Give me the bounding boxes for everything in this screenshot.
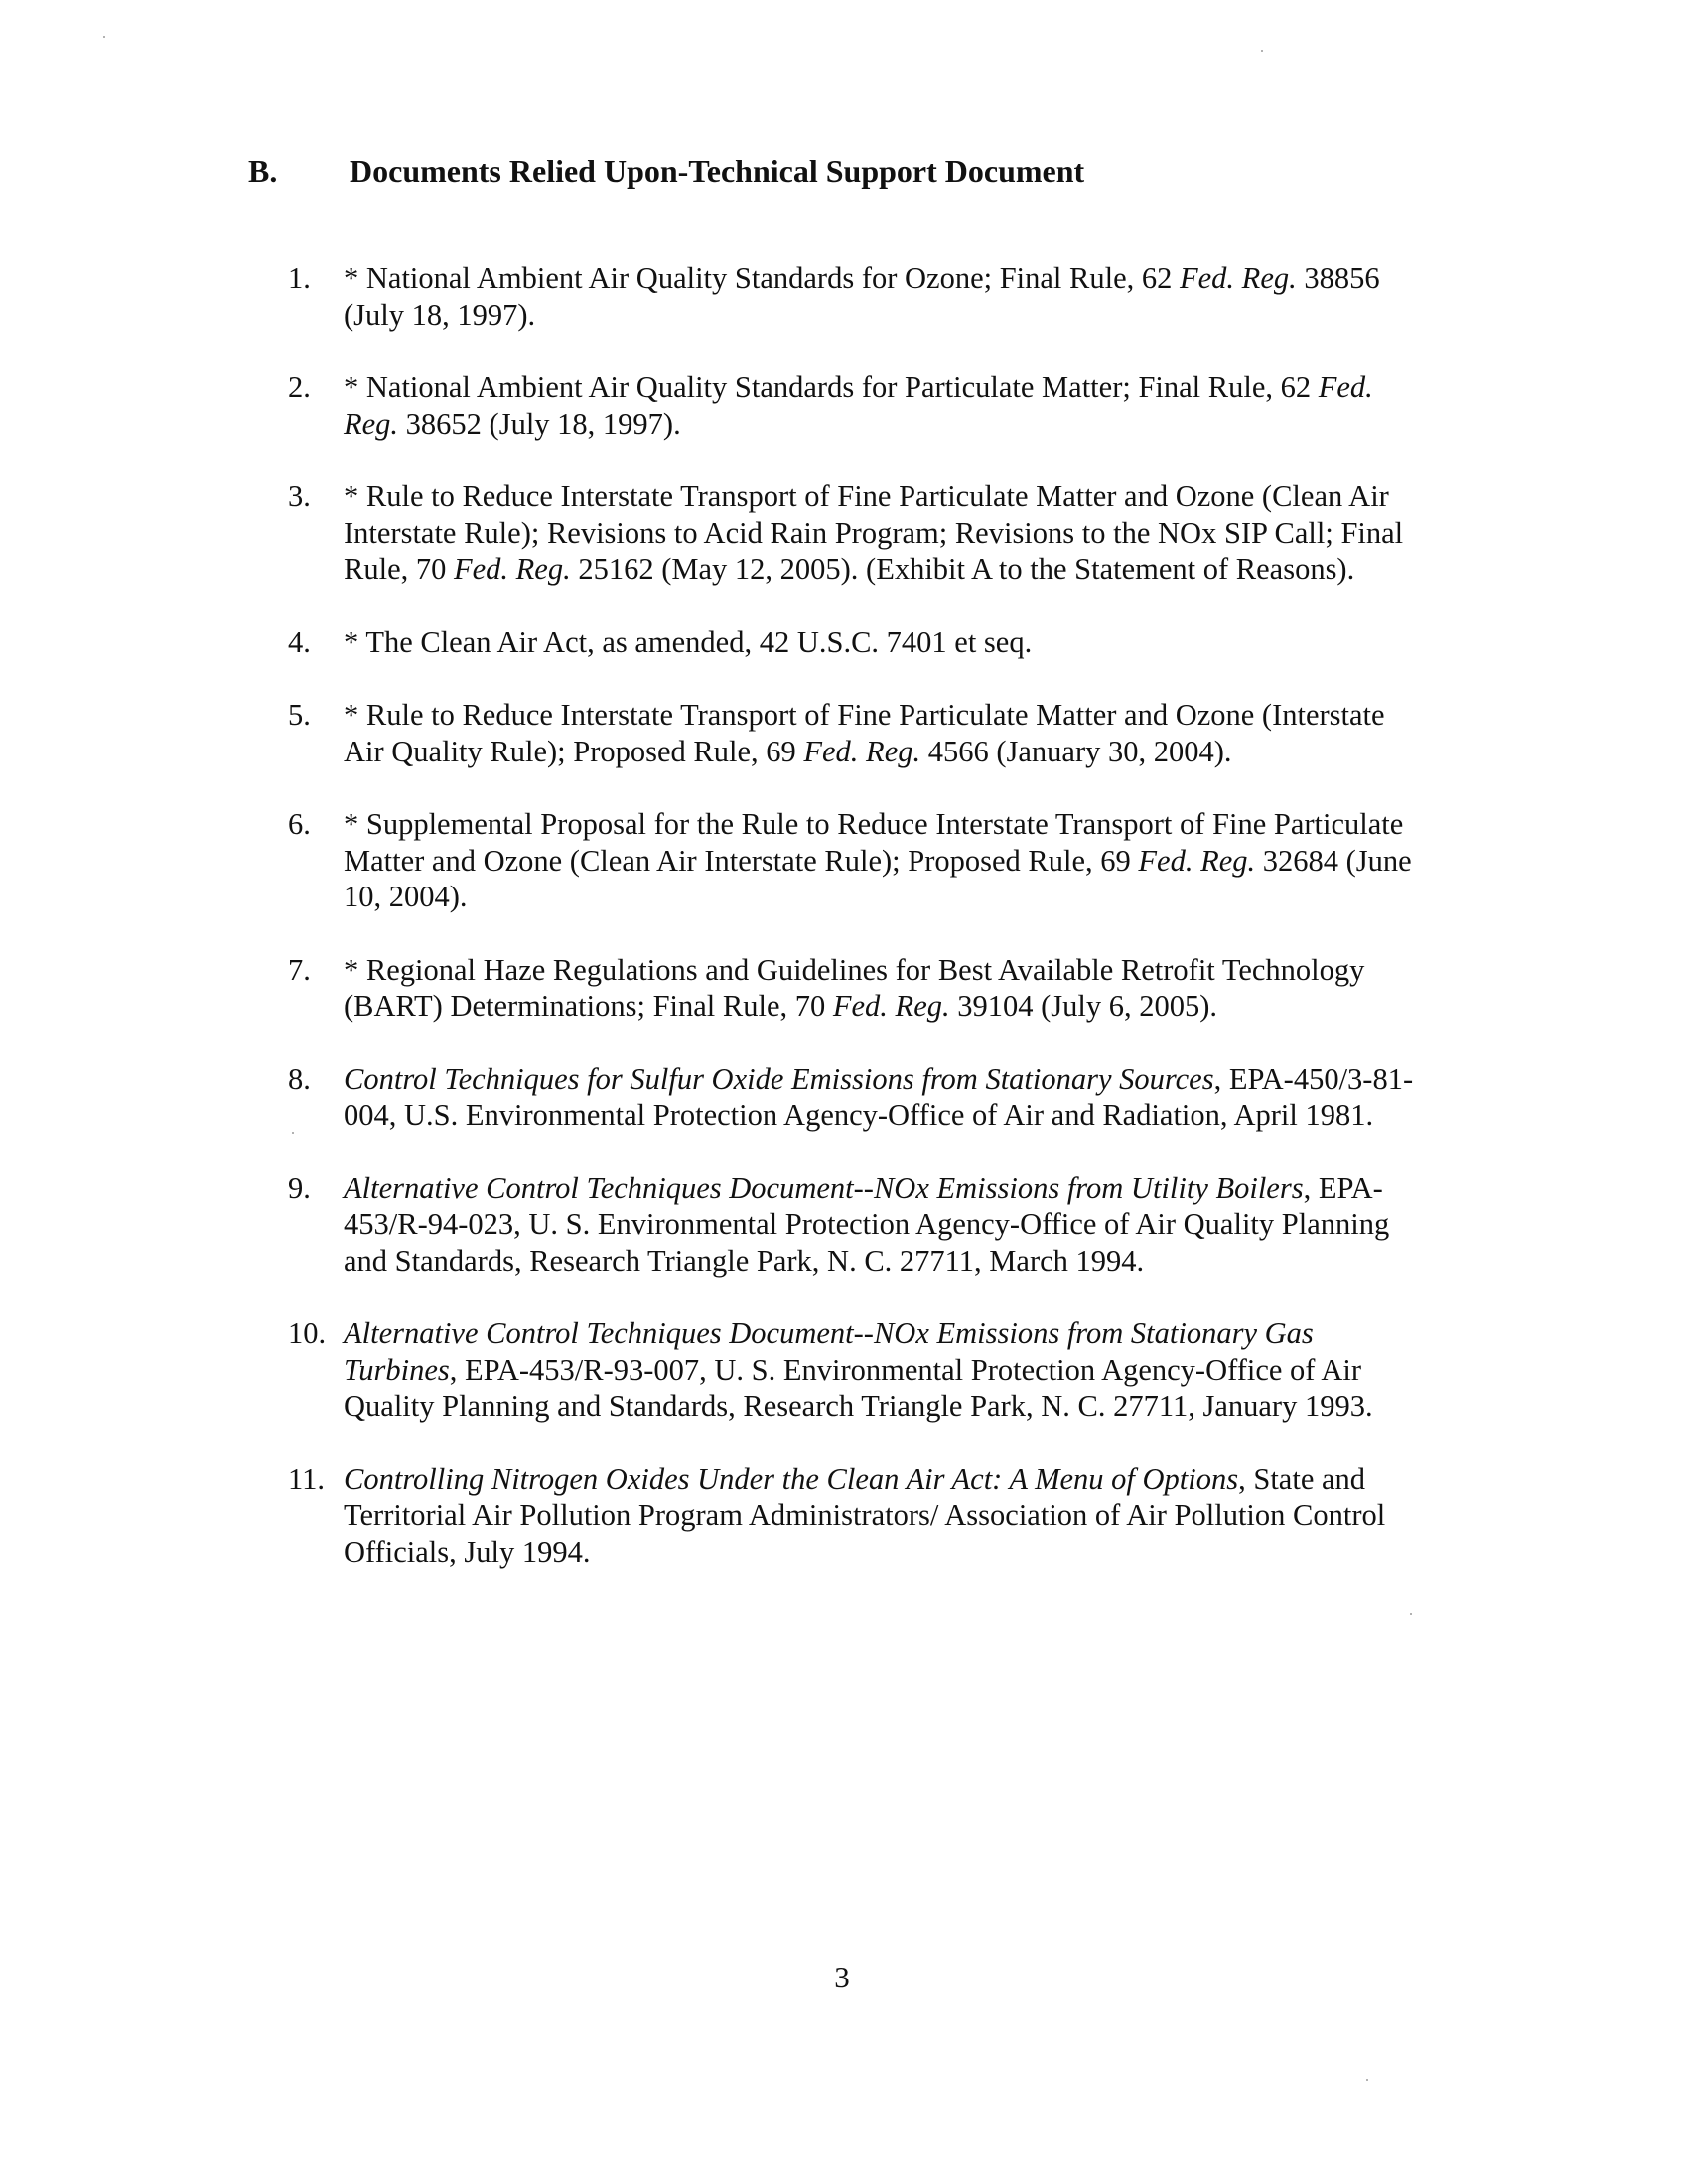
- reference-number: 7.: [288, 952, 311, 987]
- reference-number: 4.: [288, 624, 311, 659]
- reference-text: [344, 697, 1430, 769]
- reference-text-segment: 4566 (January 30, 2004).: [920, 734, 1232, 768]
- reference-number: 1.: [288, 261, 311, 295]
- reference-italic-text: Fed. Reg.: [803, 734, 921, 768]
- scan-speck: [1366, 2079, 1368, 2081]
- reference-text-segment: * Rule to Reduce Interstate Transport of Fine Particulate Matter and Ozone (Interstate Air Quality Rule); Proposed Rule, 69: [344, 698, 1385, 768]
- reference-text-segment: 38856 (July 18, 1997).: [344, 261, 1380, 332]
- reference-text: [344, 260, 1430, 333]
- reference-number: 5.: [288, 698, 311, 732]
- reference-italic-text: Fed. Reg.: [344, 370, 1373, 441]
- reference-number: 6.: [288, 807, 311, 841]
- reference-italic-text: Fed. Reg.: [453, 552, 571, 586]
- section-letter: B.: [248, 153, 278, 189]
- reference-text: [344, 1170, 1430, 1280]
- reference-text: [344, 369, 1430, 442]
- reference-item: [288, 806, 1430, 915]
- reference-text: [344, 1461, 1430, 1570]
- reference-text-segment: 32684 (June 10, 2004).: [344, 843, 1412, 913]
- reference-italic-text: Controlling Nitrogen Oxides Under the Clean Air Act: A Menu of Options: [344, 1461, 1239, 1496]
- reference-item: [288, 1461, 1430, 1570]
- reference-item: [288, 478, 1430, 588]
- reference-number: 8.: [288, 1061, 311, 1096]
- section-heading: [248, 151, 1084, 191]
- reference-number: 10.: [288, 1316, 327, 1350]
- reference-italic-text: Fed. Reg.: [832, 989, 950, 1023]
- reference-text-segment: , State and Territorial Air Pollution Program Administrators/ Association of Air Pollution Control Officials, July 1994.: [344, 1461, 1386, 1569]
- reference-item: [288, 369, 1430, 442]
- reference-text: [344, 806, 1430, 915]
- reference-text-segment: 39104 (July 6, 2005).: [949, 989, 1218, 1023]
- reference-text-segment: * National Ambient Air Quality Standards for Particulate Matter; Final Rule, 62: [344, 370, 1319, 404]
- reference-list: [288, 260, 1430, 1606]
- reference-italic-text: Fed. Reg.: [1138, 843, 1256, 878]
- reference-item: [288, 1315, 1430, 1425]
- scan-speck: [292, 1132, 294, 1134]
- reference-italic-text: Alternative Control Techniques Document--NOx Emissions from Stationary Gas Turbines: [344, 1316, 1314, 1387]
- reference-text-segment: * Supplemental Proposal for the Rule to Reduce Interstate Transport of Fine Particulate Matter and Ozone (Clean Air Interstate Rule); Proposed Rule, 69: [344, 807, 1404, 878]
- reference-item: [288, 260, 1430, 333]
- reference-text-segment: * Rule to Reduce Interstate Transport of Fine Particulate Matter and Ozone (Clean Air Interstate Rule); Revisions to Acid Rain Program; Revisions to the NOx SIP Call; Final Rule, 70: [344, 479, 1404, 586]
- reference-text-segment: , EPA-453/R-93-007, U. S. Environmental Protection Agency-Office of Air Quality Planning and Standards, Research Triangle Park, N. C. 27711, January 1993.: [344, 1352, 1373, 1423]
- reference-text-segment: 38652 (July 18, 1997).: [398, 406, 681, 441]
- reference-text: [344, 478, 1430, 588]
- scan-speck: [103, 36, 105, 38]
- scan-speck: [1410, 1613, 1412, 1615]
- reference-number: 9.: [288, 1170, 311, 1205]
- reference-text-segment: * The Clean Air Act, as amended, 42 U.S.C. 7401 et seq.: [344, 624, 1033, 659]
- reference-italic-text: Control Techniques for Sulfur Oxide Emissions from Stationary Sources: [344, 1061, 1214, 1096]
- reference-item: [288, 952, 1430, 1024]
- reference-item: [288, 1061, 1430, 1134]
- reference-text-segment: , EPA-453/R-94-023, U. S. Environmental Protection Agency-Office of Air Quality Planning and Standards, Research Triangle Park, N. C. 27711, March 1994.: [344, 1170, 1390, 1278]
- reference-italic-text: Fed. Reg.: [1180, 261, 1297, 295]
- reference-text-segment: , EPA-450/3-81-004, U.S. Environmental Protection Agency-Office of Air and Radiation, April 1981.: [344, 1061, 1414, 1132]
- page-number: 3: [834, 1960, 850, 1994]
- scan-speck: [1261, 50, 1263, 52]
- reference-text-segment: * Regional Haze Regulations and Guidelines for Best Available Retrofit Technology (BART) Determinations; Final Rule, 70: [344, 952, 1365, 1023]
- reference-text-segment: 25162 (May 12, 2005). (Exhibit A to the Statement of Reasons).: [570, 552, 1355, 586]
- reference-text: [344, 624, 1430, 661]
- reference-item: [288, 697, 1430, 769]
- reference-number: 2.: [288, 370, 311, 404]
- reference-text: [344, 1315, 1430, 1425]
- reference-number: 11.: [288, 1461, 325, 1496]
- reference-item: [288, 1170, 1430, 1280]
- reference-item: [288, 624, 1430, 661]
- reference-text-segment: * National Ambient Air Quality Standards for Ozone; Final Rule, 62: [344, 261, 1181, 295]
- reference-number: 3.: [288, 479, 311, 513]
- reference-text: [344, 952, 1430, 1024]
- reference-text: [344, 1061, 1430, 1134]
- reference-italic-text: Alternative Control Techniques Document--NOx Emissions from Utility Boilers: [344, 1170, 1304, 1205]
- section-title: Documents Relied Upon-Technical Support Document: [350, 153, 1085, 189]
